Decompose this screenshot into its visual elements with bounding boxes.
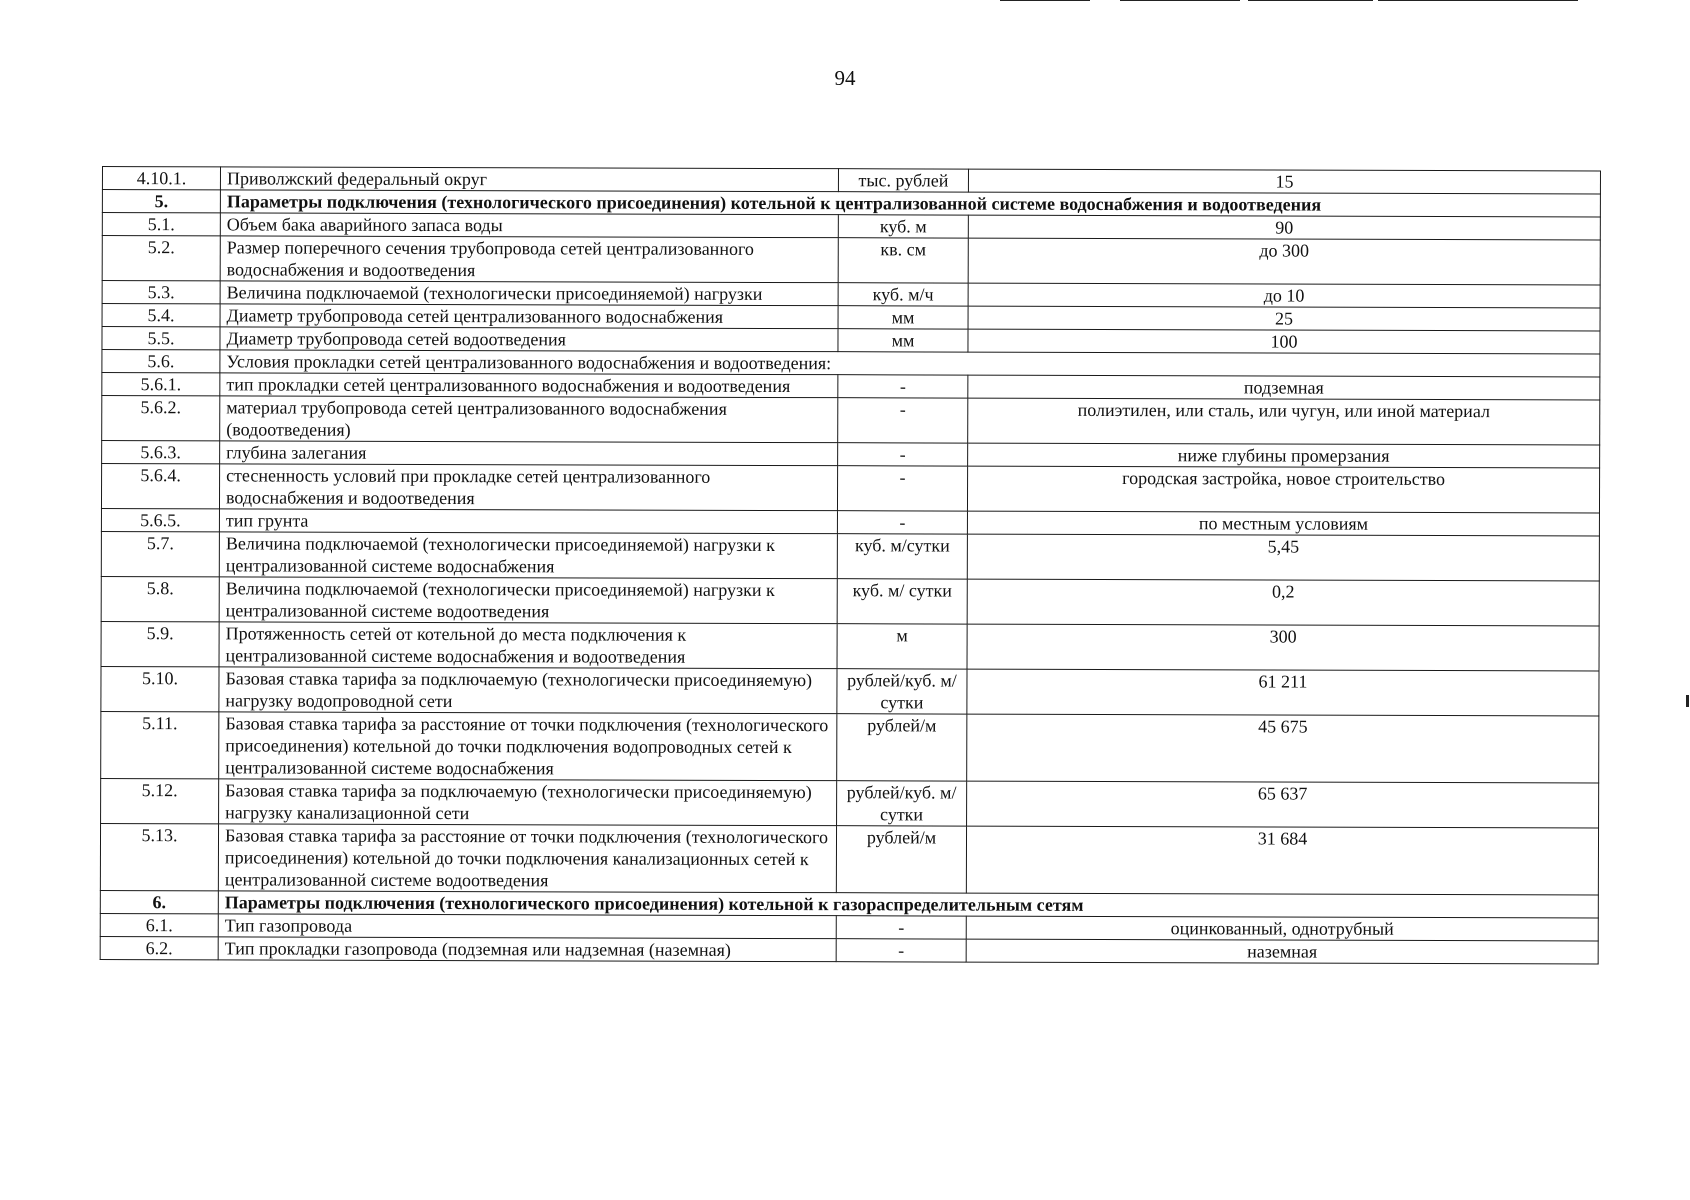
table-row — [101, 666, 1599, 715]
subheading-cell: Условия прокладки сетей централизованного водоснабжения и водоотведения: — [220, 350, 1600, 377]
row-number-cell: 5.4. — [102, 304, 220, 327]
unit-cell: куб. м/ч — [838, 283, 968, 306]
scan-artifact-line — [1248, 0, 1373, 1]
unit-cell: рублей/м — [837, 714, 967, 781]
table-row — [101, 531, 1599, 580]
value-cell: 100 — [968, 329, 1600, 354]
parameter-name-cell: Базовая ставка тарифа за расстояние от точки подключения (технологического присоединения) котельной до точки подключения водопроводных сетей к централизованной системе водоснабжения — [219, 712, 837, 781]
scan-artifact-edge — [1686, 695, 1689, 707]
scan-artifact-line — [1120, 0, 1240, 1]
section-heading-cell: Параметры подключения (технологического присоединения) котельной к газораспределительным сетям — [218, 891, 1598, 918]
parameter-name-cell: Тип прокладки газопровода (подземная или надземная (наземная) — [218, 937, 836, 962]
unit-cell: - — [837, 466, 967, 511]
unit-cell: - — [838, 443, 968, 466]
row-number-cell: 5.10. — [101, 666, 219, 711]
unit-cell: м — [837, 624, 967, 669]
table-row — [101, 621, 1599, 670]
row-number-cell: 5.3. — [102, 281, 220, 304]
value-cell: 65 637 — [967, 781, 1599, 828]
row-number-cell: 5.8. — [101, 576, 219, 621]
unit-cell: - — [837, 511, 967, 534]
table-row — [102, 236, 1600, 285]
value-cell: 0,2 — [967, 579, 1599, 626]
table-row — [102, 396, 1600, 445]
row-number-cell: 4.10.1. — [102, 167, 220, 190]
value-cell: 15 — [968, 169, 1600, 194]
row-number-cell: 6.1. — [100, 913, 218, 936]
value-cell: до 300 — [968, 238, 1600, 285]
parameters-table-body — [100, 167, 1600, 964]
parameter-name-cell: Базовая ставка тарифа за подключаемую (технологически присоединяемую) нагрузку водопроводной сети — [219, 667, 837, 714]
row-number-cell: 6. — [100, 890, 218, 913]
parameter-name-cell: Базовая ставка тарифа за расстояние от точки подключения (технологического присоединения) котельной до точки подключения канализационных сетей к централизованной системе водоотведения — [218, 824, 836, 893]
value-cell: 25 — [968, 306, 1600, 331]
parameter-name-cell: материал трубопровода сетей централизованного водоснабжения (водоотведения) — [220, 396, 838, 443]
value-cell: до 10 — [968, 283, 1600, 308]
parameter-name-cell: Величина подключаемой (технологически присоединяемой) нагрузки к централизованной системе водоотведения — [219, 577, 837, 624]
parameter-name-cell: Объем бака аварийного запаса воды — [220, 213, 838, 238]
unit-cell: куб. м/ сутки — [837, 579, 967, 624]
parameter-name-cell: Тип газопровода — [218, 914, 836, 939]
value-cell: 5,45 — [967, 534, 1599, 581]
row-number-cell: 5.6.2. — [102, 396, 220, 441]
value-cell: ниже глубины промерзания — [968, 443, 1600, 468]
value-cell: 61 211 — [967, 669, 1599, 716]
unit-cell: - — [838, 398, 968, 443]
unit-cell: - — [836, 916, 966, 939]
parameter-name-cell: Диаметр трубопровода сетей водоотведения — [220, 327, 838, 352]
row-number-cell: 5.9. — [101, 621, 219, 666]
table-row — [101, 778, 1599, 827]
unit-cell: - — [836, 939, 966, 962]
page-number: 94 — [834, 66, 856, 90]
row-number-cell: 5.12. — [101, 778, 219, 823]
table-row — [100, 936, 1598, 963]
parameter-name-cell: тип грунта — [219, 509, 837, 534]
unit-cell: кв. см — [838, 238, 968, 283]
row-number-cell: 5.6.4. — [101, 464, 219, 509]
value-cell: городская застройка, новое строительство — [967, 466, 1599, 513]
table-row — [101, 711, 1599, 782]
row-number-cell: 5.6.1. — [102, 373, 220, 396]
unit-cell: куб. м — [838, 215, 968, 238]
unit-cell: мм — [838, 306, 968, 329]
parameter-name-cell: Приволжский федеральный округ — [220, 167, 838, 192]
table-row — [101, 464, 1599, 513]
value-cell: 300 — [967, 624, 1599, 671]
parameter-name-cell: Величина подключаемой (технологически присоединяемой) нагрузки — [220, 281, 838, 306]
row-number-cell: 5.6. — [102, 350, 220, 373]
parameter-name-cell: глубина залегания — [220, 441, 838, 466]
unit-cell: рублей/куб. м/сутки — [837, 669, 967, 714]
unit-cell: тыс. рублей — [838, 169, 968, 192]
unit-cell: - — [838, 375, 968, 398]
parameter-name-cell: Протяженность сетей от котельной до места подключения к централизованной системе водоснабжения и водоотведения — [219, 622, 837, 669]
scan-artifact-line — [1000, 0, 1090, 1]
parameter-name-cell: стесненность условий при прокладке сетей централизованного водоснабжения и водоотведения — [219, 464, 837, 511]
parameter-name-cell: тип прокладки сетей централизованного водоснабжения и водоотведения — [220, 373, 838, 398]
value-cell: полиэтилен, или сталь, или чугун, или иной материал — [968, 398, 1600, 445]
value-cell: наземная — [966, 939, 1598, 964]
row-number-cell: 5.13. — [100, 823, 218, 890]
table-row — [100, 823, 1598, 894]
value-cell: оцинкованный, однотрубный — [966, 916, 1598, 941]
value-cell: по местным условиям — [967, 511, 1599, 536]
row-number-cell: 5.7. — [101, 531, 219, 576]
unit-cell: мм — [838, 329, 968, 352]
value-cell: подземная — [968, 375, 1600, 400]
parameter-name-cell: Величина подключаемой (технологически присоединяемой) нагрузки к централизованной системе водоснабжения — [219, 532, 837, 579]
value-cell: 31 684 — [966, 826, 1598, 895]
value-cell: 45 675 — [967, 714, 1599, 783]
parameter-name-cell: Диаметр трубопровода сетей централизованного водоснабжения — [220, 304, 838, 329]
table-row — [101, 576, 1599, 625]
value-cell: 90 — [968, 215, 1600, 240]
row-number-cell: 5.5. — [102, 327, 220, 350]
row-number-cell: 5.6.3. — [102, 441, 220, 464]
row-number-cell: 5.6.5. — [101, 508, 219, 531]
unit-cell: куб. м/сутки — [837, 534, 967, 579]
row-number-cell: 5.1. — [102, 213, 220, 236]
parameters-table-wrapper — [100, 166, 1600, 964]
parameter-name-cell: Базовая ставка тарифа за подключаемую (технологически присоединяемую) нагрузку канализационной сети — [219, 779, 837, 826]
row-number-cell: 5.2. — [102, 236, 220, 281]
row-number-cell: 5.11. — [101, 711, 219, 778]
parameter-name-cell: Размер поперечного сечения трубопровода сетей централизованного водоснабжения и водоотведения — [220, 236, 838, 283]
unit-cell: рублей/куб. м/сутки — [837, 781, 967, 826]
parameters-table — [100, 166, 1601, 964]
row-number-cell: 6.2. — [100, 936, 218, 959]
row-number-cell: 5. — [102, 190, 220, 213]
unit-cell: рублей/м — [836, 826, 966, 893]
section-heading-cell: Параметры подключения (технологического присоединения) котельной к централизованной системе водоснабжения и водоотведения — [220, 190, 1600, 217]
scan-artifact-line — [1378, 0, 1578, 1]
